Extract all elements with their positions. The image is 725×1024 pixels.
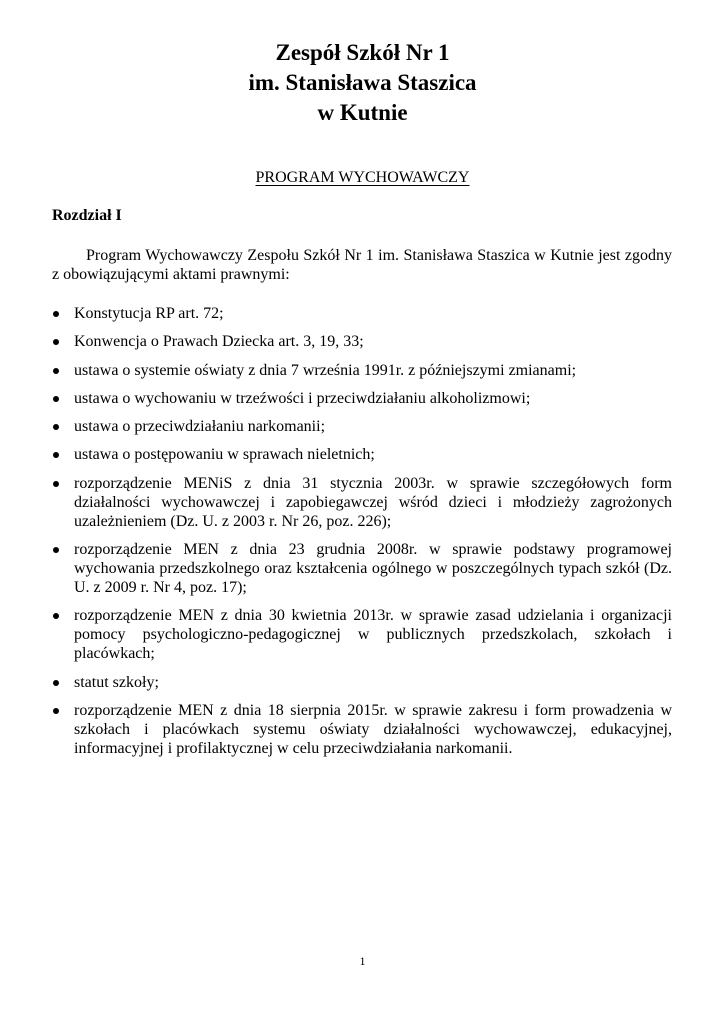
- bullet-icon: [53, 396, 59, 402]
- list-item-text: rozporządzenie MEN z dnia 18 sierpnia 2015r. w sprawie zakresu i form prowadzenia w szkołach i placówkach systemu oświaty działalności wychowawczej, edukacyjnej, informacyjnej i profilaktycznej w celu przeciwdziałania narkomanii.: [74, 701, 672, 757]
- title-school-name: Zespół Szkół Nr 1: [275, 40, 450, 65]
- list-item: [52, 540, 672, 597]
- bullet-icon: [53, 424, 59, 430]
- legal-acts-list: [52, 304, 672, 767]
- list-item: [52, 417, 672, 436]
- document-title: [0, 38, 725, 128]
- list-item-text: statut szkoły;: [74, 673, 159, 691]
- bullet-icon: [53, 613, 59, 619]
- list-item: [52, 606, 672, 663]
- chapter-heading: Rozdział I: [52, 207, 122, 224]
- list-item: [52, 701, 672, 758]
- bullet-icon: [53, 680, 59, 686]
- bullet-icon: [53, 481, 59, 487]
- document-subtitle: PROGRAM WYCHOWAWCZY: [255, 169, 470, 186]
- list-item: [52, 361, 672, 380]
- list-item: [52, 474, 672, 531]
- list-item-text: Konwencja o Prawach Dziecka art. 3, 19, 33;: [74, 333, 364, 351]
- list-item: [52, 389, 672, 408]
- list-item-text: ustawa o wychowaniu w trzeźwości i przeciwdziałaniu alkoholizmowi;: [74, 389, 531, 407]
- list-item-text: ustawa o przeciwdziałaniu narkomanii;: [74, 418, 326, 436]
- list-item-text: ustawa o postępowaniu w sprawach nieletnich;: [74, 446, 375, 464]
- list-item: [52, 673, 672, 692]
- bullet-icon: [53, 368, 59, 374]
- list-item-text: rozporządzenie MEN z dnia 23 grudnia 2008r. w sprawie podstawy programowej wychowania przedszkolnego oraz kształcenia ogólnego w poszczególnych typach szkół (Dz. U. z 2009 r. Nr 4, poz. 17);: [74, 541, 672, 597]
- title-patron: im. Stanisława Staszica: [248, 70, 477, 95]
- list-item-text: rozporządzenie MENiS z dnia 31 stycznia 2003r. w sprawie szczegółowych form działalności wychowawczej i zapobiegawczej wśród dzieci i młodzieży zagrożonych uzależnieniem (Dz. U. z 2003 r. Nr 26, poz. 226);: [74, 474, 672, 530]
- list-item: [52, 304, 672, 323]
- bullet-icon: [53, 339, 59, 345]
- bullet-icon: [53, 311, 59, 317]
- list-item-text: ustawa o systemie oświaty z dnia 7 września 1991r. z późniejszymi zmianami;: [74, 361, 577, 379]
- title-city: w Kutnie: [317, 100, 408, 125]
- list-item-text: rozporządzenie MEN z dnia 30 kwietnia 2013r. w sprawie zasad udzielania i organizacji pomocy psychologiczno-pedagogicznej w publicznych przedszkolach, szkołach i placówkach;: [74, 607, 672, 663]
- list-item: [52, 445, 672, 464]
- page-number: 1: [359, 954, 366, 968]
- bullet-icon: [53, 452, 59, 458]
- bullet-icon: [53, 708, 59, 714]
- bullet-icon: [53, 547, 59, 553]
- list-item-text: Konstytucja RP art. 72;: [74, 305, 224, 322]
- list-item: [52, 332, 672, 351]
- intro-paragraph: Program Wychowawczy Zespołu Szkół Nr 1 im. Stanisława Staszica w Kutnie jest zgodny z obowiązującymi aktami prawnymi:: [52, 247, 672, 283]
